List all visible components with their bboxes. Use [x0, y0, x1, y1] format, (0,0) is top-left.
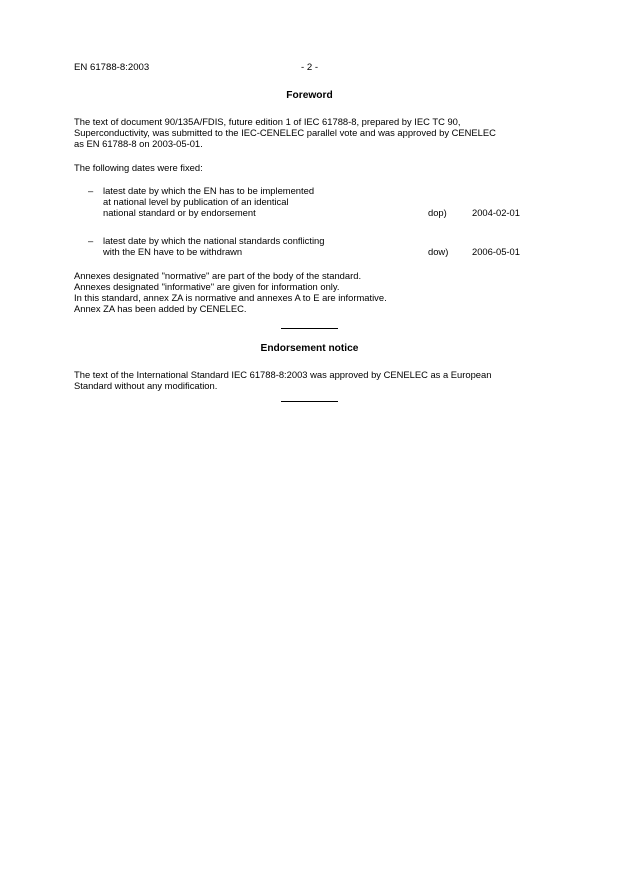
date-code: dop)	[428, 207, 447, 218]
foreword-intro-line: Superconductivity, was submitted to the IEC-CENELEC parallel vote and was approved by CENELEC	[74, 127, 496, 138]
date-item-line: with the EN have to be withdrawn	[103, 246, 243, 257]
date-item-line: latest date by which the national standards conflicting	[103, 235, 325, 246]
annex-note-line: Annexes designated "normative" are part of the body of the standard.	[74, 270, 362, 281]
date-item-description	[103, 235, 325, 257]
date-value: 2004-02-01	[472, 207, 520, 218]
foreword-intro-line: The text of document 90/135A/FDIS, future edition 1 of IEC 61788-8, prepared by IEC TC 90,	[74, 116, 461, 127]
date-item-description	[103, 185, 314, 218]
date-item-line: national standard or by endorsement	[103, 207, 256, 218]
date-item-dow	[74, 235, 554, 258]
endorsement-line: Standard without any modification.	[74, 380, 218, 391]
dates-intro-text: The following dates were fixed:	[74, 162, 203, 173]
date-value: 2006-05-01	[472, 246, 520, 257]
date-item-line: latest date by which the EN has to be implemented	[103, 185, 315, 196]
section-divider	[281, 328, 338, 329]
page-number: - 2 -	[300, 62, 319, 73]
endorsement-line: The text of the International Standard IEC 61788-8:2003 was approved by CENELEC as a European	[74, 369, 492, 380]
dates-intro	[74, 162, 203, 173]
annex-note-line: Annex ZA has been added by CENELEC.	[74, 303, 247, 314]
foreword-intro-paragraph	[74, 116, 546, 149]
annex-note-line: In this standard, annex ZA is normative and annexes A to E are informative.	[74, 292, 387, 303]
foreword-intro-line: as EN 61788-8 on 2003-05-01.	[74, 138, 203, 149]
annex-note-line: Annexes designated "informative" are given for information only.	[74, 281, 340, 292]
endorsement-paragraph	[74, 369, 546, 391]
date-code: dow)	[428, 246, 449, 257]
date-item-dop	[74, 185, 554, 219]
date-item-line: at national level by publication of an identical	[103, 196, 289, 207]
document-id: EN 61788-8:2003	[74, 62, 150, 73]
dash-bullet: –	[88, 185, 94, 196]
foreword-heading: Foreword	[286, 90, 333, 101]
endorsement-heading: Endorsement notice	[260, 343, 359, 354]
annex-notes	[74, 270, 387, 314]
dash-bullet: –	[88, 235, 94, 246]
section-divider	[281, 401, 338, 402]
